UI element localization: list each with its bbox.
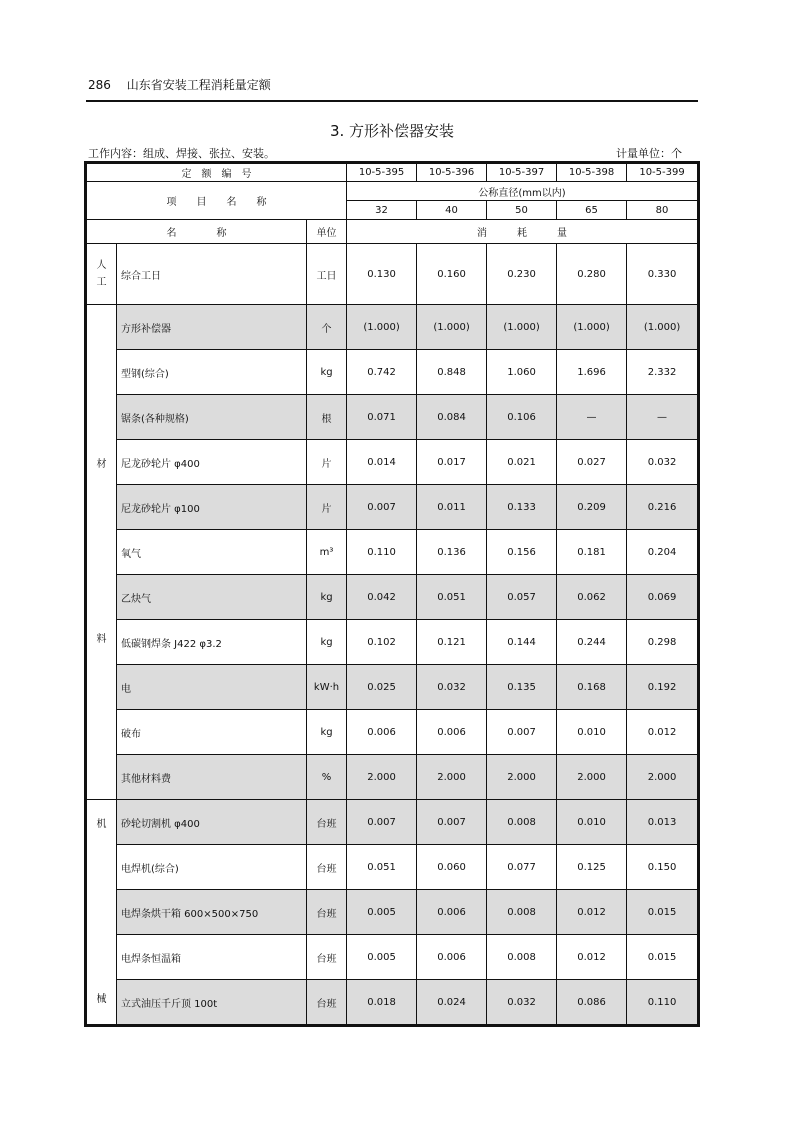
consumption-value: — [557,395,627,440]
diameter-value: 32 [347,201,417,220]
consumption-value: 0.848 [417,350,487,395]
category-label: 材 料 [96,459,107,645]
name-column-header: 名 称 [87,220,307,244]
consumption-value: 0.057 [487,575,557,620]
consumption-value: 0.135 [487,665,557,710]
diameter-value: 80 [627,201,698,220]
consumption-value: (1.000) [417,305,487,350]
item-unit: % [307,755,347,800]
consumption-value: (1.000) [487,305,557,350]
consumption-value: 0.071 [347,395,417,440]
item-unit: 工日 [307,244,347,305]
diameter-label-row [87,182,698,201]
consumption-value: 0.007 [417,800,487,845]
quota-label: 定 额 编 号 [87,164,347,182]
consumption-value: 0.042 [347,575,417,620]
table-row [87,755,698,800]
consumption-value: 0.086 [557,980,627,1025]
item-unit: 台班 [307,980,347,1025]
table-row [87,575,698,620]
table-row [87,350,698,395]
column-header-row [87,220,698,244]
diameter-value: 50 [487,201,557,220]
item-unit: 片 [307,485,347,530]
consumption-value: 2.332 [627,350,698,395]
consumption-value: 0.204 [627,530,698,575]
consumption-value: 0.013 [627,800,698,845]
table-row [87,845,698,890]
item-name: 型钢(综合) [117,350,307,395]
consumption-value: 0.298 [627,620,698,665]
quota-code-row [87,164,698,182]
consumption-value: 0.005 [347,890,417,935]
consumption-value: 0.018 [347,980,417,1025]
quota-code: 10-5-397 [487,164,557,182]
item-unit: 台班 [307,845,347,890]
consumption-value: 0.209 [557,485,627,530]
consumption-value: 0.330 [627,244,698,305]
consumption-value: 0.084 [417,395,487,440]
item-unit: kg [307,620,347,665]
section-title: 3. 方形补偿器安装 [329,122,455,140]
book-title: 山东省安装工程消耗量定额 [126,78,271,92]
consumption-value: 2.000 [347,755,417,800]
item-name: 锯条(各种规格) [117,395,307,440]
consumption-value: 0.007 [347,800,417,845]
consumption-value: 0.230 [487,244,557,305]
consumption-value: 0.008 [487,890,557,935]
consumption-value: 0.062 [557,575,627,620]
consumption-value: 0.051 [347,845,417,890]
consumption-value: 0.244 [557,620,627,665]
category-cell [87,244,117,305]
item-name: 尼龙砂轮片 φ400 [117,440,307,485]
consumption-value: 0.015 [627,935,698,980]
consumption-value: 0.006 [417,890,487,935]
consumption-value: 0.010 [557,800,627,845]
table-row [87,395,698,440]
item-label: 项 目 名 称 [87,182,347,220]
work-content: 工作内容：组成、焊接、张拉、安装。 [88,147,275,160]
item-name: 电 [117,665,307,710]
unit-column-header: 单位 [307,220,347,244]
consumption-value: 0.014 [347,440,417,485]
consumption-value: 0.006 [347,710,417,755]
consumption-value: 0.077 [487,845,557,890]
consumption-value: 0.168 [557,665,627,710]
consumption-value: 0.121 [417,620,487,665]
item-name: 立式油压千斤顶 100t [117,980,307,1025]
item-name: 低碳钢焊条 J422 φ3.2 [117,620,307,665]
consumption-value: 2.000 [627,755,698,800]
consumption-value: 0.006 [417,710,487,755]
table-row [87,980,698,1025]
consumption-value: 0.007 [347,485,417,530]
item-unit: 个 [307,305,347,350]
table-row [87,440,698,485]
consumption-value: 0.742 [347,350,417,395]
consumption-value: 0.125 [557,845,627,890]
item-unit: 台班 [307,890,347,935]
table-row [87,485,698,530]
consumption-value: 0.012 [627,710,698,755]
consumption-value: 0.032 [627,440,698,485]
consumption-value: 0.060 [417,845,487,890]
consumption-value: 0.160 [417,244,487,305]
consumption-value: 0.136 [417,530,487,575]
consumption-value: 2.000 [487,755,557,800]
consumption-value: 0.012 [557,935,627,980]
consumption-value: 0.130 [347,244,417,305]
consumption-value: 2.000 [417,755,487,800]
consumption-header: 消 耗 量 [347,220,698,244]
consumption-value: 1.696 [557,350,627,395]
consumption-value: (1.000) [627,305,698,350]
item-unit: 片 [307,440,347,485]
table-row [87,665,698,710]
item-name: 电焊条恒温箱 [117,935,307,980]
consumption-value: 0.192 [627,665,698,710]
consumption-value: 0.008 [487,935,557,980]
item-name: 尼龙砂轮片 φ100 [117,485,307,530]
item-unit: kW·h [307,665,347,710]
consumption-value: — [627,395,698,440]
consumption-value: 0.005 [347,935,417,980]
item-name: 砂轮切割机 φ400 [117,800,307,845]
table-row [87,935,698,980]
item-name: 其他材料费 [117,755,307,800]
consumption-value: 0.051 [417,575,487,620]
item-name: 综合工日 [117,244,307,305]
item-unit: 台班 [307,800,347,845]
consumption-value: 0.144 [487,620,557,665]
consumption-value: 0.008 [487,800,557,845]
item-unit: 根 [307,395,347,440]
consumption-value: 0.156 [487,530,557,575]
consumption-value: 0.069 [627,575,698,620]
item-name: 方形补偿器 [117,305,307,350]
table-row [87,244,698,305]
item-unit: kg [307,350,347,395]
page-number: 286 [88,78,111,92]
table-row [87,530,698,575]
page-header [88,76,271,93]
consumption-value: 0.032 [487,980,557,1025]
quota-table [86,163,698,1025]
item-name: 破布 [117,710,307,755]
consumption-value: 0.110 [347,530,417,575]
item-name: 乙炔气 [117,575,307,620]
consumption-value: (1.000) [347,305,417,350]
consumption-value: 0.025 [347,665,417,710]
item-name: 电焊条烘干箱 600×500×750 [117,890,307,935]
consumption-value: 0.017 [417,440,487,485]
table-row [87,710,698,755]
diameter-value: 65 [557,201,627,220]
item-name: 氧气 [117,530,307,575]
table-row [87,620,698,665]
category-label: 人 工 [96,260,107,288]
consumption-value: 0.027 [557,440,627,485]
table-row [87,800,698,845]
item-unit: 台班 [307,935,347,980]
consumption-value: 0.133 [487,485,557,530]
unit-note: 计量单位：个 [616,147,682,160]
consumption-value: 1.060 [487,350,557,395]
consumption-value: 0.216 [627,485,698,530]
consumption-value: 0.024 [417,980,487,1025]
consumption-value: 0.012 [557,890,627,935]
table-row [87,305,698,350]
consumption-value: 0.150 [627,845,698,890]
consumption-value: 2.000 [557,755,627,800]
consumption-value: 0.021 [487,440,557,485]
quota-code: 10-5-395 [347,164,417,182]
header-rule [86,100,698,102]
quota-code: 10-5-399 [627,164,698,182]
diameter-value: 40 [417,201,487,220]
consumption-value: 0.181 [557,530,627,575]
consumption-value: 0.011 [417,485,487,530]
consumption-value: (1.000) [557,305,627,350]
diameter-label: 公称直径(mm以内) [347,182,698,201]
consumption-value: 0.015 [627,890,698,935]
item-name: 电焊机(综合) [117,845,307,890]
item-unit: m³ [307,530,347,575]
consumption-value: 0.102 [347,620,417,665]
item-unit: kg [307,575,347,620]
consumption-value: 0.106 [487,395,557,440]
category-cell [87,305,117,800]
consumption-value: 0.032 [417,665,487,710]
category-label: 机 械 [96,819,107,1005]
consumption-value: 0.110 [627,980,698,1025]
consumption-value: 0.007 [487,710,557,755]
item-unit: kg [307,710,347,755]
category-cell [87,800,117,1025]
table-row [87,890,698,935]
consumption-value: 0.280 [557,244,627,305]
quota-code: 10-5-398 [557,164,627,182]
quota-code: 10-5-396 [417,164,487,182]
quota-body [87,244,698,1025]
consumption-value: 0.006 [417,935,487,980]
consumption-value: 0.010 [557,710,627,755]
